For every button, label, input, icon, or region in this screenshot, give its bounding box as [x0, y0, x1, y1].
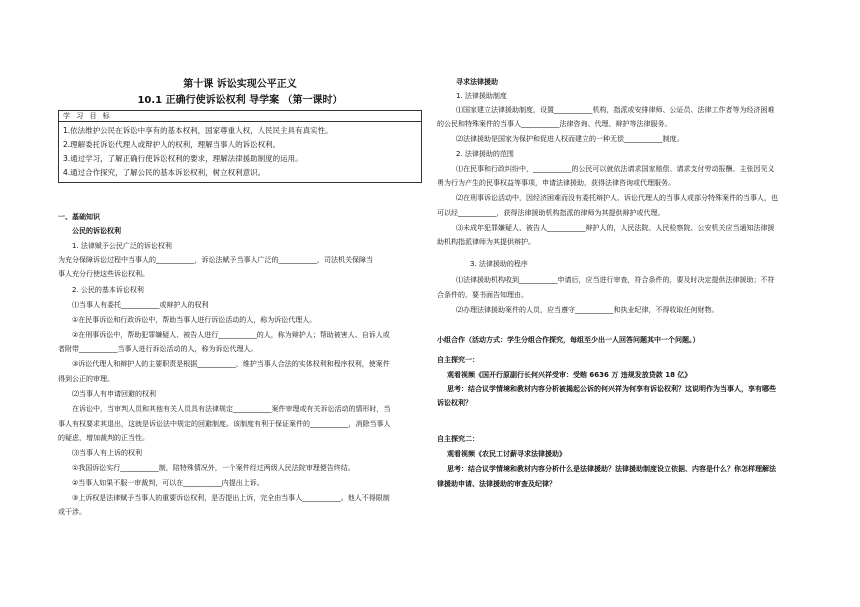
goal-item: 2.理解委托诉讼代理人或辩护人的权利，理解当事人的诉讼权利。 — [63, 140, 281, 149]
paragraph-line: 的疑虑，增加裁判的正当性。 — [58, 434, 149, 442]
paragraph-line: ⑵法律援助是国家为保护和促进人权而建立的一种无偿___________制度。 — [456, 135, 684, 143]
section-heading: 一、基础知识 — [58, 213, 100, 221]
paragraph-line: ①在民事诉讼和行政诉讼中，帮助当事人进行诉讼活动的人，称为诉讼代理人。 — [72, 316, 317, 324]
paragraph-line: ⑶未成年犯罪嫌疑人、被告人___________辩护人的，人民法院、人民检察院、公安机关应当通知法律援 — [456, 224, 775, 232]
paragraph-line: 事人充分行使这些诉讼权利。 — [58, 270, 149, 278]
paragraph-line: ⑴当事人有委托___________或辩护人的权利 — [72, 301, 209, 309]
paragraph-line: 者附带___________当事人进行诉讼活动的人，称为诉讼代理人。 — [58, 345, 258, 353]
inquiry-one-heading: 自主探究一： — [437, 356, 479, 364]
paragraph-line: ①我国诉讼实行___________制，陪特殊情况外，一个案件经过两级人民法院审理便告终结。 — [72, 464, 355, 472]
paragraph-line: 合条件的，要书面告知理由。 — [437, 291, 528, 299]
paragraph-line: 或干涉。 — [58, 508, 86, 516]
paragraph-line: ③上诉权是法律赋予当事人的重要诉讼权利，是否提出上诉，完全由当事人___________。他人不得限制 — [72, 494, 390, 502]
inquiry-one-question: 思考：结合议学情境和教材内容分析被揭起公诉的何兴祥为何享有诉讼权利？这说明作为当事人，享有哪些 — [447, 385, 776, 393]
inquiry-two-heading: 自主探究二： — [437, 435, 479, 443]
paragraph-line: ②在刑事诉讼中，帮助犯罪嫌疑人、被告人进行___________的人，称为辩护人；帮助被害人、自诉人或 — [72, 331, 390, 339]
paragraph-line: 1. 法律援助制度 — [456, 92, 507, 100]
inquiry-two-question: 律援助申请、法律援助的审查及纪律？ — [437, 480, 556, 488]
paragraph-line: ⑴在民事和行政纠纷中，___________的公民可以就依法请求国家赔偿、请求支付劳动报酬、主张因见义 — [456, 165, 775, 173]
learning-goals-header: 学 习 目 标 — [59, 111, 421, 122]
paragraph-line: 在诉讼中，当审判人员和其他有关人员具有法律规定___________案件审理或有关诉讼活动的情形时，当 — [72, 405, 391, 413]
paragraph-line: ⑴国家建立法律援助制度，设置___________机构，指派或安排律师、公证员、法律工作者等为经济困难 — [456, 106, 775, 114]
learning-goals-box — [58, 110, 422, 183]
paragraph-line: 勇为行为产生的民事权益等事项，申请法律援助，获得法律咨询或代理服务。 — [437, 179, 675, 187]
paragraph-line: 1. 法律赋予公民广泛的诉讼权利 — [72, 242, 172, 250]
paragraph-line: 的公民和特殊案件的当事人___________法律咨询、代理、辩护等法律服务。 — [437, 120, 672, 128]
paragraph-line: ⑵当事人有申请回避的权利 — [72, 390, 156, 398]
inquiry-one-question: 诉讼权利？ — [437, 399, 472, 407]
paragraph-line: ②当事人如果不服一审裁判，可以在___________内提出上诉。 — [72, 479, 264, 487]
inquiry-two-question: 思考：结合议学情境和教材内容分析什么是法律援助？法律援助制度设立依据、内容是什么？你怎样理解法 — [447, 465, 776, 473]
inquiry-two-video: 观看视频《农民工讨薪寻求法律援助》 — [447, 450, 566, 458]
paragraph-line: ⑵办理法律援助案件的人员，应当遵守___________和执业纪律，不得收取任何财物。 — [456, 306, 719, 314]
paragraph-line: 2. 公民的基本诉讼权利 — [72, 286, 144, 294]
paragraph-line: 为充分保障诉讼过程中当事人的___________，诉讼法赋予当事人广泛的___________，司法机关保障当 — [58, 256, 373, 264]
paragraph-line: 得到公正的审理。 — [58, 375, 114, 383]
goal-item: 1.依法维护公民在诉讼中享有的基本权利，国家尊重人权，人民民主具有真实性。 — [63, 126, 333, 135]
subsection-heading: 公民的诉讼权利 — [72, 227, 121, 235]
paragraph-line: ⑵在刑事诉讼活动中，因经济困难而没有委托辩护人、诉讼代理人的当事人或部分特殊案件的当事人，也 — [456, 194, 778, 202]
paragraph-line: 事人有权要求其退出，这就是诉讼法中规定的回避制度。该制度有利于保证案件的___________，消除当事人 — [58, 420, 391, 428]
paragraph-line: ③诉讼代理人和辩护人的主要职责是根据___________，维护当事人合法的实体权利和程序权利，使案件 — [72, 360, 390, 368]
paragraph-line: ⑶当事人有上诉的权利 — [72, 449, 142, 457]
inquiry-one-video: 观看视频《国开行原副行长何兴祥受审：受贿 6636 万 违规发放贷款 18 亿》 — [447, 371, 692, 379]
group-work-heading: 小组合作（活动方式：学生分组合作探究，每组至少出一人回答问题其中一个问题。） — [437, 336, 700, 344]
paragraph-line: 3. 法律援助的程序 — [470, 260, 528, 268]
paragraph-line: 2. 法律援助的范围 — [456, 150, 514, 158]
goal-item: 4.通过合作探究，了解公民的基本诉讼权利，树立权利意识。 — [63, 168, 266, 177]
subsection-heading: 寻求法律援助 — [456, 78, 498, 86]
paragraph-line: ⑴法律援助机构收到___________申请后，应当进行审查，符合条件的，要及时决定提供法律援助；不符 — [456, 276, 775, 284]
lesson-title: 第十课 诉讼实现公平正义 — [183, 79, 297, 90]
paragraph-line: 可以经___________，获得法律援助机构指派的律师为其提供辩护或代理。 — [437, 209, 665, 217]
paragraph-line: 助机构指派律师为其提供辩护。 — [437, 238, 535, 246]
lesson-subtitle: 10.1 正确行使诉讼权利 导学案 （第一课时） — [137, 95, 343, 106]
goal-item: 3.通过学习，了解正确行使诉讼权利的要求，理解法律援助制度的运用。 — [63, 154, 303, 163]
